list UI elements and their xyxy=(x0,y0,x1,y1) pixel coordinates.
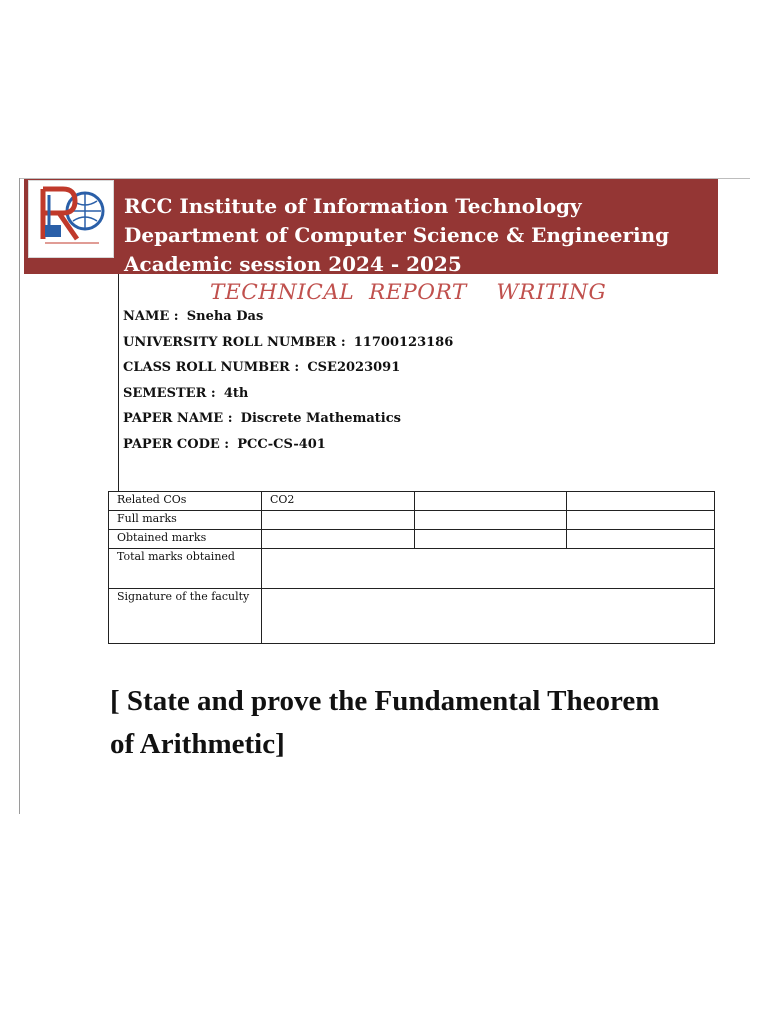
university-roll-row xyxy=(123,334,453,360)
obtained-marks-cell-4 xyxy=(567,530,715,549)
full-marks-cell-2 xyxy=(262,511,415,530)
report-topic: [ State and prove the Fundamental Theorem of Arithmetic] xyxy=(110,685,660,760)
total-marks-label: Total marks obtained xyxy=(109,549,262,589)
full-marks-label: Full marks xyxy=(109,511,262,530)
table-row-related-cos xyxy=(109,492,715,511)
info-left-rule xyxy=(118,274,119,492)
student-info xyxy=(123,308,453,462)
signature-label: Signature of the faculty xyxy=(109,589,262,644)
paper-code-label: PAPER CODE : xyxy=(123,436,230,452)
related-cos-cell-4 xyxy=(567,492,715,511)
obtained-marks-label: Obtained marks xyxy=(109,530,262,549)
table-row-full-marks xyxy=(109,511,715,530)
report-title: TECHNICAL REPORT WRITING xyxy=(210,280,607,304)
paper-code-value: PCC-CS-401 xyxy=(237,436,326,452)
table-row-total-marks xyxy=(109,549,715,589)
marks-table xyxy=(108,491,715,644)
class-roll-value: CSE2023091 xyxy=(307,360,401,376)
paper-name-row xyxy=(123,410,453,436)
signature-value xyxy=(262,589,715,644)
paper-code-row xyxy=(123,436,453,462)
paper-name-label: PAPER NAME : xyxy=(123,411,233,427)
department-name: Department of Computer Science & Engineering xyxy=(124,223,670,247)
full-marks-cell-4 xyxy=(567,511,715,530)
class-roll-label: CLASS ROLL NUMBER : xyxy=(123,360,300,376)
institute-name: RCC Institute of Information Technology xyxy=(124,194,582,218)
related-cos-value: CO2 xyxy=(262,492,415,511)
logo-graphic xyxy=(29,181,113,257)
university-roll-label: UNIVERSITY ROLL NUMBER : xyxy=(123,334,346,350)
semester-label: SEMESTER : xyxy=(123,385,216,401)
total-marks-value xyxy=(262,549,715,589)
table-row-signature xyxy=(109,589,715,644)
semester-value: 4th xyxy=(223,385,249,401)
name-value: Sneha Das xyxy=(186,309,264,324)
class-roll-row xyxy=(123,359,453,385)
header-text xyxy=(124,192,714,279)
related-cos-cell-3 xyxy=(415,492,567,511)
obtained-marks-cell-2 xyxy=(262,530,415,549)
full-marks-cell-3 xyxy=(415,511,567,530)
semester-row xyxy=(123,385,453,411)
table-row-obtained-marks xyxy=(109,530,715,549)
name-row xyxy=(123,308,453,334)
page-left-rule xyxy=(19,178,20,814)
related-cos-label: Related COs xyxy=(109,492,262,511)
rcciit-logo-icon xyxy=(28,180,114,258)
obtained-marks-cell-3 xyxy=(415,530,567,549)
paper-name-value: Discrete Mathematics xyxy=(240,411,401,427)
university-roll-value: 11700123186 xyxy=(353,334,454,350)
name-label: NAME : xyxy=(123,309,179,324)
academic-session: Academic session 2024 - 2025 xyxy=(124,252,462,276)
